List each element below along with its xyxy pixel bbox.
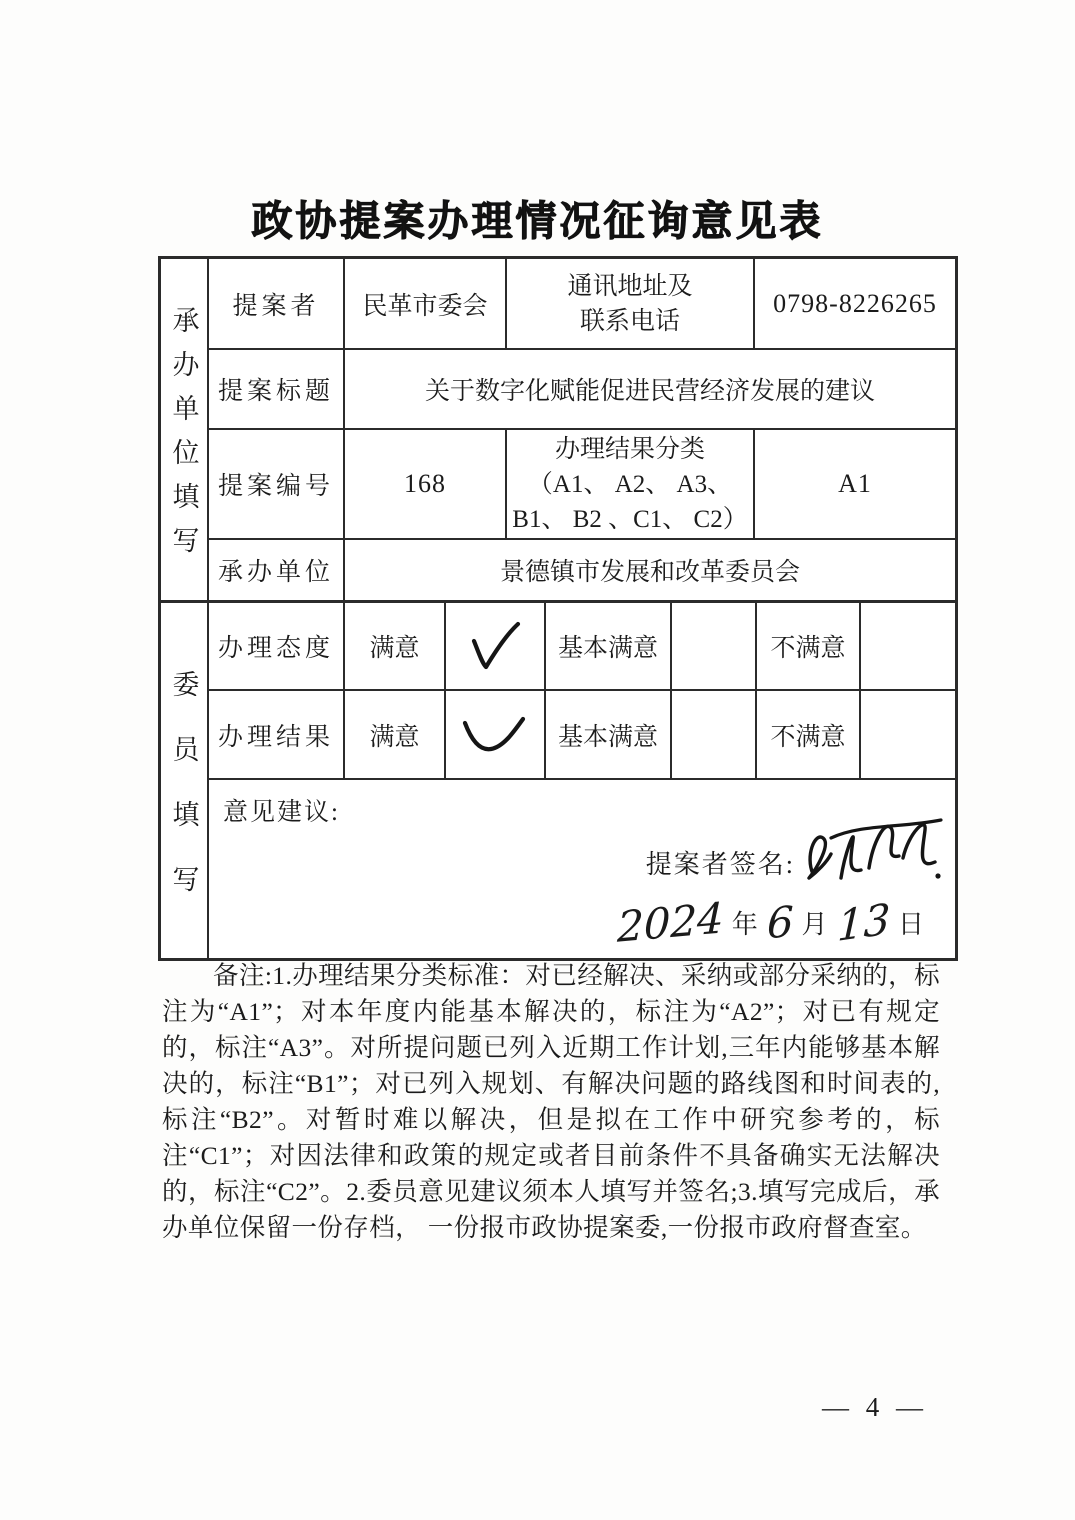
attitude-option-unsatisfied: 不满意 <box>755 603 859 689</box>
result-category-line2: （A1、 A2、 A3、 <box>527 470 733 498</box>
result-option-unsatisfied: 不满意 <box>755 691 859 778</box>
date-month-unit: 月 <box>801 910 829 939</box>
form-table <box>158 256 958 961</box>
contact-phone-value: 0798-8226265 <box>753 259 955 348</box>
proposer-label: 提案者 <box>232 292 320 320</box>
check-mark-icon <box>462 617 528 675</box>
row-handling-unit <box>209 538 955 600</box>
section-label-member: 委员填写 <box>161 600 207 958</box>
result-satisfied-checkbox <box>444 691 544 778</box>
attitude-option-basic: 基本满意 <box>544 603 670 689</box>
attitude-label: 办理态度 <box>217 635 334 662</box>
check-mark-icon <box>457 713 533 757</box>
proposal-number-value: 168 <box>343 430 505 538</box>
opinion-cell <box>209 780 955 958</box>
result-basic-checkbox <box>670 691 755 778</box>
result-option-satisfied: 满意 <box>343 691 444 778</box>
date-month-handwritten: 6 <box>766 896 794 949</box>
attitude-basic-checkbox <box>670 603 755 689</box>
opinion-label: 意见建议: <box>223 799 340 826</box>
handling-unit-value: 景德镇市发展和改革委员会 <box>343 540 955 600</box>
result-category-label <box>505 430 753 538</box>
page-title: 政协提案办理情况征询意见表 <box>251 198 824 244</box>
signature-line <box>646 826 945 898</box>
contact-label-line2: 联系电话 <box>579 307 680 335</box>
page-number: — 4 — <box>822 1392 928 1422</box>
result-category-line3: B1、 B2 、C1、 C2） <box>512 505 748 533</box>
row-proposer <box>209 259 955 348</box>
attitude-option-satisfied: 满意 <box>343 603 444 689</box>
proposer-value: 民革市委会 <box>343 259 505 348</box>
signature-label: 提案者签名: <box>645 849 795 879</box>
result-category-line1: 办理结果分类 <box>554 435 705 463</box>
row-proposal-number <box>209 428 955 538</box>
date-year-unit: 年 <box>731 910 759 939</box>
date-day-unit: 日 <box>897 910 925 939</box>
note-text: 备注:1.办理结果分类标准：对已经解决、采纳或部分采纳的，标注为“A1”；对本年度内能基本解决的，标注为“A2”；对已有规定的，标注“A3”。对所提问题已列入近期工作计划,三年内能够基本解决的，标注“B1”；对已列入规划、有解决问题的路线图和时间表的,标注“B2”。对暂时难以解决，但是拟在工作中研究参考的，标注“C1”；对因法律和政策的规定或者目前条件不具备确实无法解决的，标注“C2”。2.委员意见建议须本人填写并签名;3.填写完成后，承办单位保留一份存档， 一份报市政协提案委,一份报市政府督查室。 <box>162 961 940 1242</box>
row-result <box>209 689 955 778</box>
proposal-title-label: 提案标题 <box>217 378 334 405</box>
section-label-column <box>161 259 207 958</box>
row-attitude <box>209 600 955 689</box>
contact-label-line1: 通讯地址及 <box>567 272 693 300</box>
attitude-unsatisfied-checkbox <box>859 603 955 689</box>
result-option-basic: 基本满意 <box>544 691 670 778</box>
date-year-handwritten: 2024 <box>616 893 724 952</box>
section-label-host-unit: 承办单位填写 <box>168 306 199 570</box>
proposal-number-label: 提案编号 <box>217 473 334 500</box>
row-proposal-title <box>209 348 955 428</box>
result-label: 办理结果 <box>217 723 334 751</box>
attitude-satisfied-checkbox <box>444 603 544 689</box>
signature-date <box>615 893 931 952</box>
row-opinion <box>209 778 955 958</box>
proposal-title-value: 关于数字化赋能促进民营经济发展的建议 <box>343 350 955 428</box>
result-category-value: A1 <box>753 430 955 538</box>
form-rows <box>207 259 955 958</box>
date-day-handwritten: 13 <box>835 893 891 952</box>
handling-unit-label: 承办单位 <box>217 559 334 586</box>
handwritten-signature <box>797 812 945 894</box>
result-unsatisfied-checkbox <box>859 691 955 778</box>
contact-label <box>505 259 753 348</box>
